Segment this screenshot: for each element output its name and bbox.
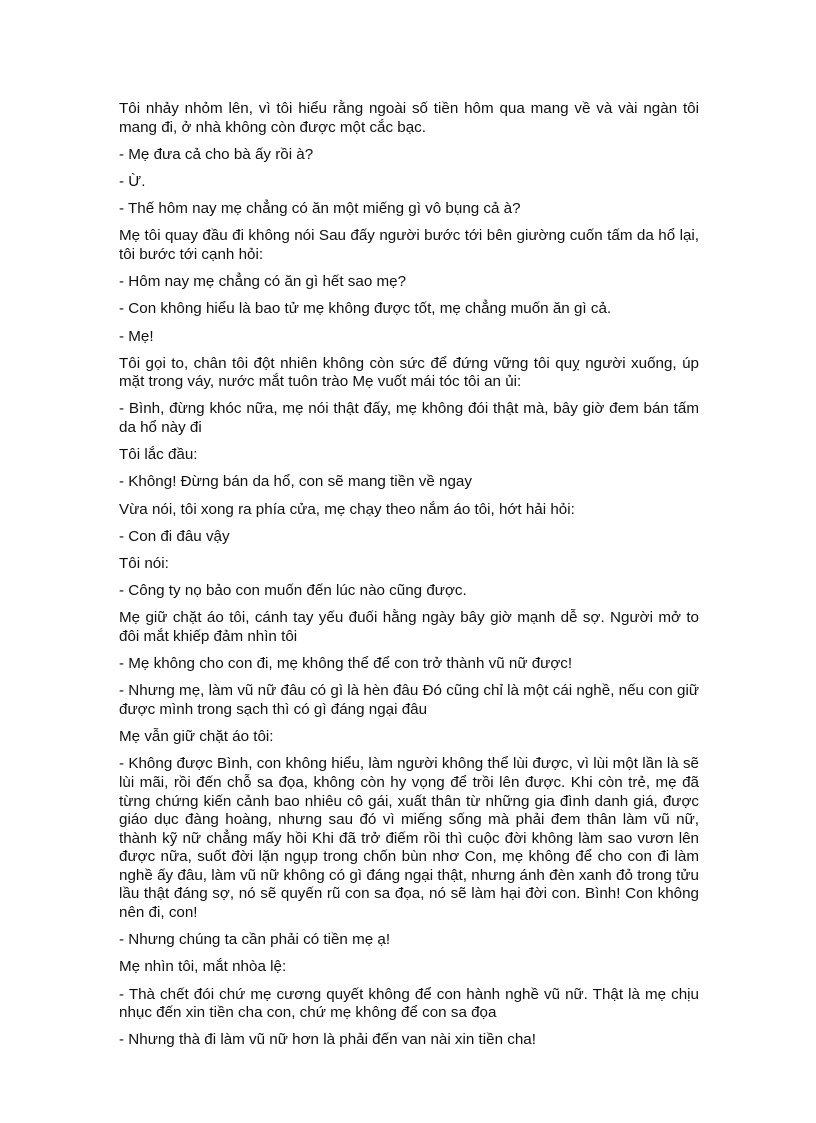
paragraph: - Thà chết đói chứ mẹ cương quyết không để con hành nghề vũ nữ. Thật là mẹ chịu nhục đến xin tiền cha con, chứ mẹ không để con sa đọa [119,985,699,1022]
paragraph: - Không được Bình, con không hiểu, làm người không thể lùi được, vì lùi một lần là sẽ lùi mãi, rồi đến chỗ sa đọa, không còn hy vọng để trồi lên được. Khi còn trẻ, mẹ đã từng chứng kiến cảnh bao nhiêu cô gái, xuất thân từ những gia đình danh giá, được giáo dục đàng hoàng, nhưng sau đó vì miếng sống mà phải đem thân làm vũ nữ, thành kỹ nữ chẳng mấy hồi Khi đã trở điếm rồi thì cuộc đời không làm sao vươn lên được nữa, suốt đời lặn ngụp trong chốn bùn nhơ Con, mẹ không để cho con đi làm nghề ấy đâu, làm vũ nữ không có gì đáng ngại thật, nhưng ánh đèn xanh đỏ trong tửu lầu thật đáng sợ, nó sẽ quyến rũ con sa đọa, nó sẽ làm hại đời con. Bình! Con không nên đi, con! [119,755,699,922]
paragraph: - Con đi đâu vậy [119,527,230,545]
paragraph: Tôi nói: [119,555,169,572]
paragraph: Mẹ nhìn tôi, mắt nhòa lệ: [119,958,287,976]
paragraph: - Công ty nọ bảo con muốn đến lúc nào cũng được. [119,582,467,600]
paragraph: - Ừ. [119,172,146,190]
paragraph: Tôi nhảy nhỏm lên, vì tôi hiểu rằng ngoài số tiền hôm qua mang về và vài ngàn tôi mang đi, ở nhà không còn được một cắc bạc. [119,100,699,136]
paragraph: - Thế hôm nay mẹ chẳng có ăn một miếng gì vô bụng cả à? [119,200,521,218]
paragraph: Vừa nói, tôi xong ra phía cửa, mẹ chạy theo nắm áo tôi, hớt hải hỏi: [119,500,575,518]
paragraph: - Bình, đừng khóc nữa, mẹ nói thật đấy, mẹ không đói thật mà, bây giờ đem bán tấm da hổ này đi [119,400,699,437]
paragraph: - Không! Đừng bán da hổ, con sẽ mang tiền về ngay [119,473,472,491]
paragraph: - Con không hiểu là bao tử mẹ không được tốt, mẹ chẳng muốn ăn gì cả. [119,300,612,318]
paragraph: - Nhưng chúng ta cần phải có tiền mẹ ạ! [119,931,391,949]
paragraph: Mẹ tôi quay đầu đi không nói Sau đấy người bước tới bên giường cuốn tấm da hổ lại, tôi bước tới cạnh hỏi: [119,227,699,263]
paragraph: Tôi lắc đầu: [119,446,198,464]
paragraph: Mẹ vẫn giữ chặt áo tôi: [119,728,274,746]
paragraph: - Nhưng mẹ, làm vũ nữ đâu có gì là hèn đâu Đó cũng chỉ là một cái nghề, nếu con giữ được mình trong sạch thì có gì đáng ngại đâu [119,682,699,718]
paragraph: - Nhưng thà đi làm vũ nữ hơn là phải đến van nài xin tiền cha! [119,1031,536,1049]
paragraph: - Hôm nay mẹ chẳng có ăn gì hết sao mẹ? [119,273,407,291]
paragraph: - Mẹ đưa cả cho bà ấy rồi à? [119,145,314,163]
paragraph: - Mẹ! [119,327,154,345]
document-page [119,100,699,1059]
paragraph: Tôi gọi to, chân tôi đột nhiên không còn sức để đứng vững tôi quỵ người xuống, úp mặt trong váy, nước mắt tuôn trào Mẹ vuốt mái tóc tôi an ủi: [119,354,699,391]
paragraph: Mẹ giữ chặt áo tôi, cánh tay yếu đuối hằng ngày bây giờ mạnh dễ sợ. Người mở to đôi mắt khiếp đảm nhìn tôi [119,609,699,645]
paragraph: - Mẹ không cho con đi, mẹ không thể để con trở thành vũ nữ được! [119,655,573,673]
